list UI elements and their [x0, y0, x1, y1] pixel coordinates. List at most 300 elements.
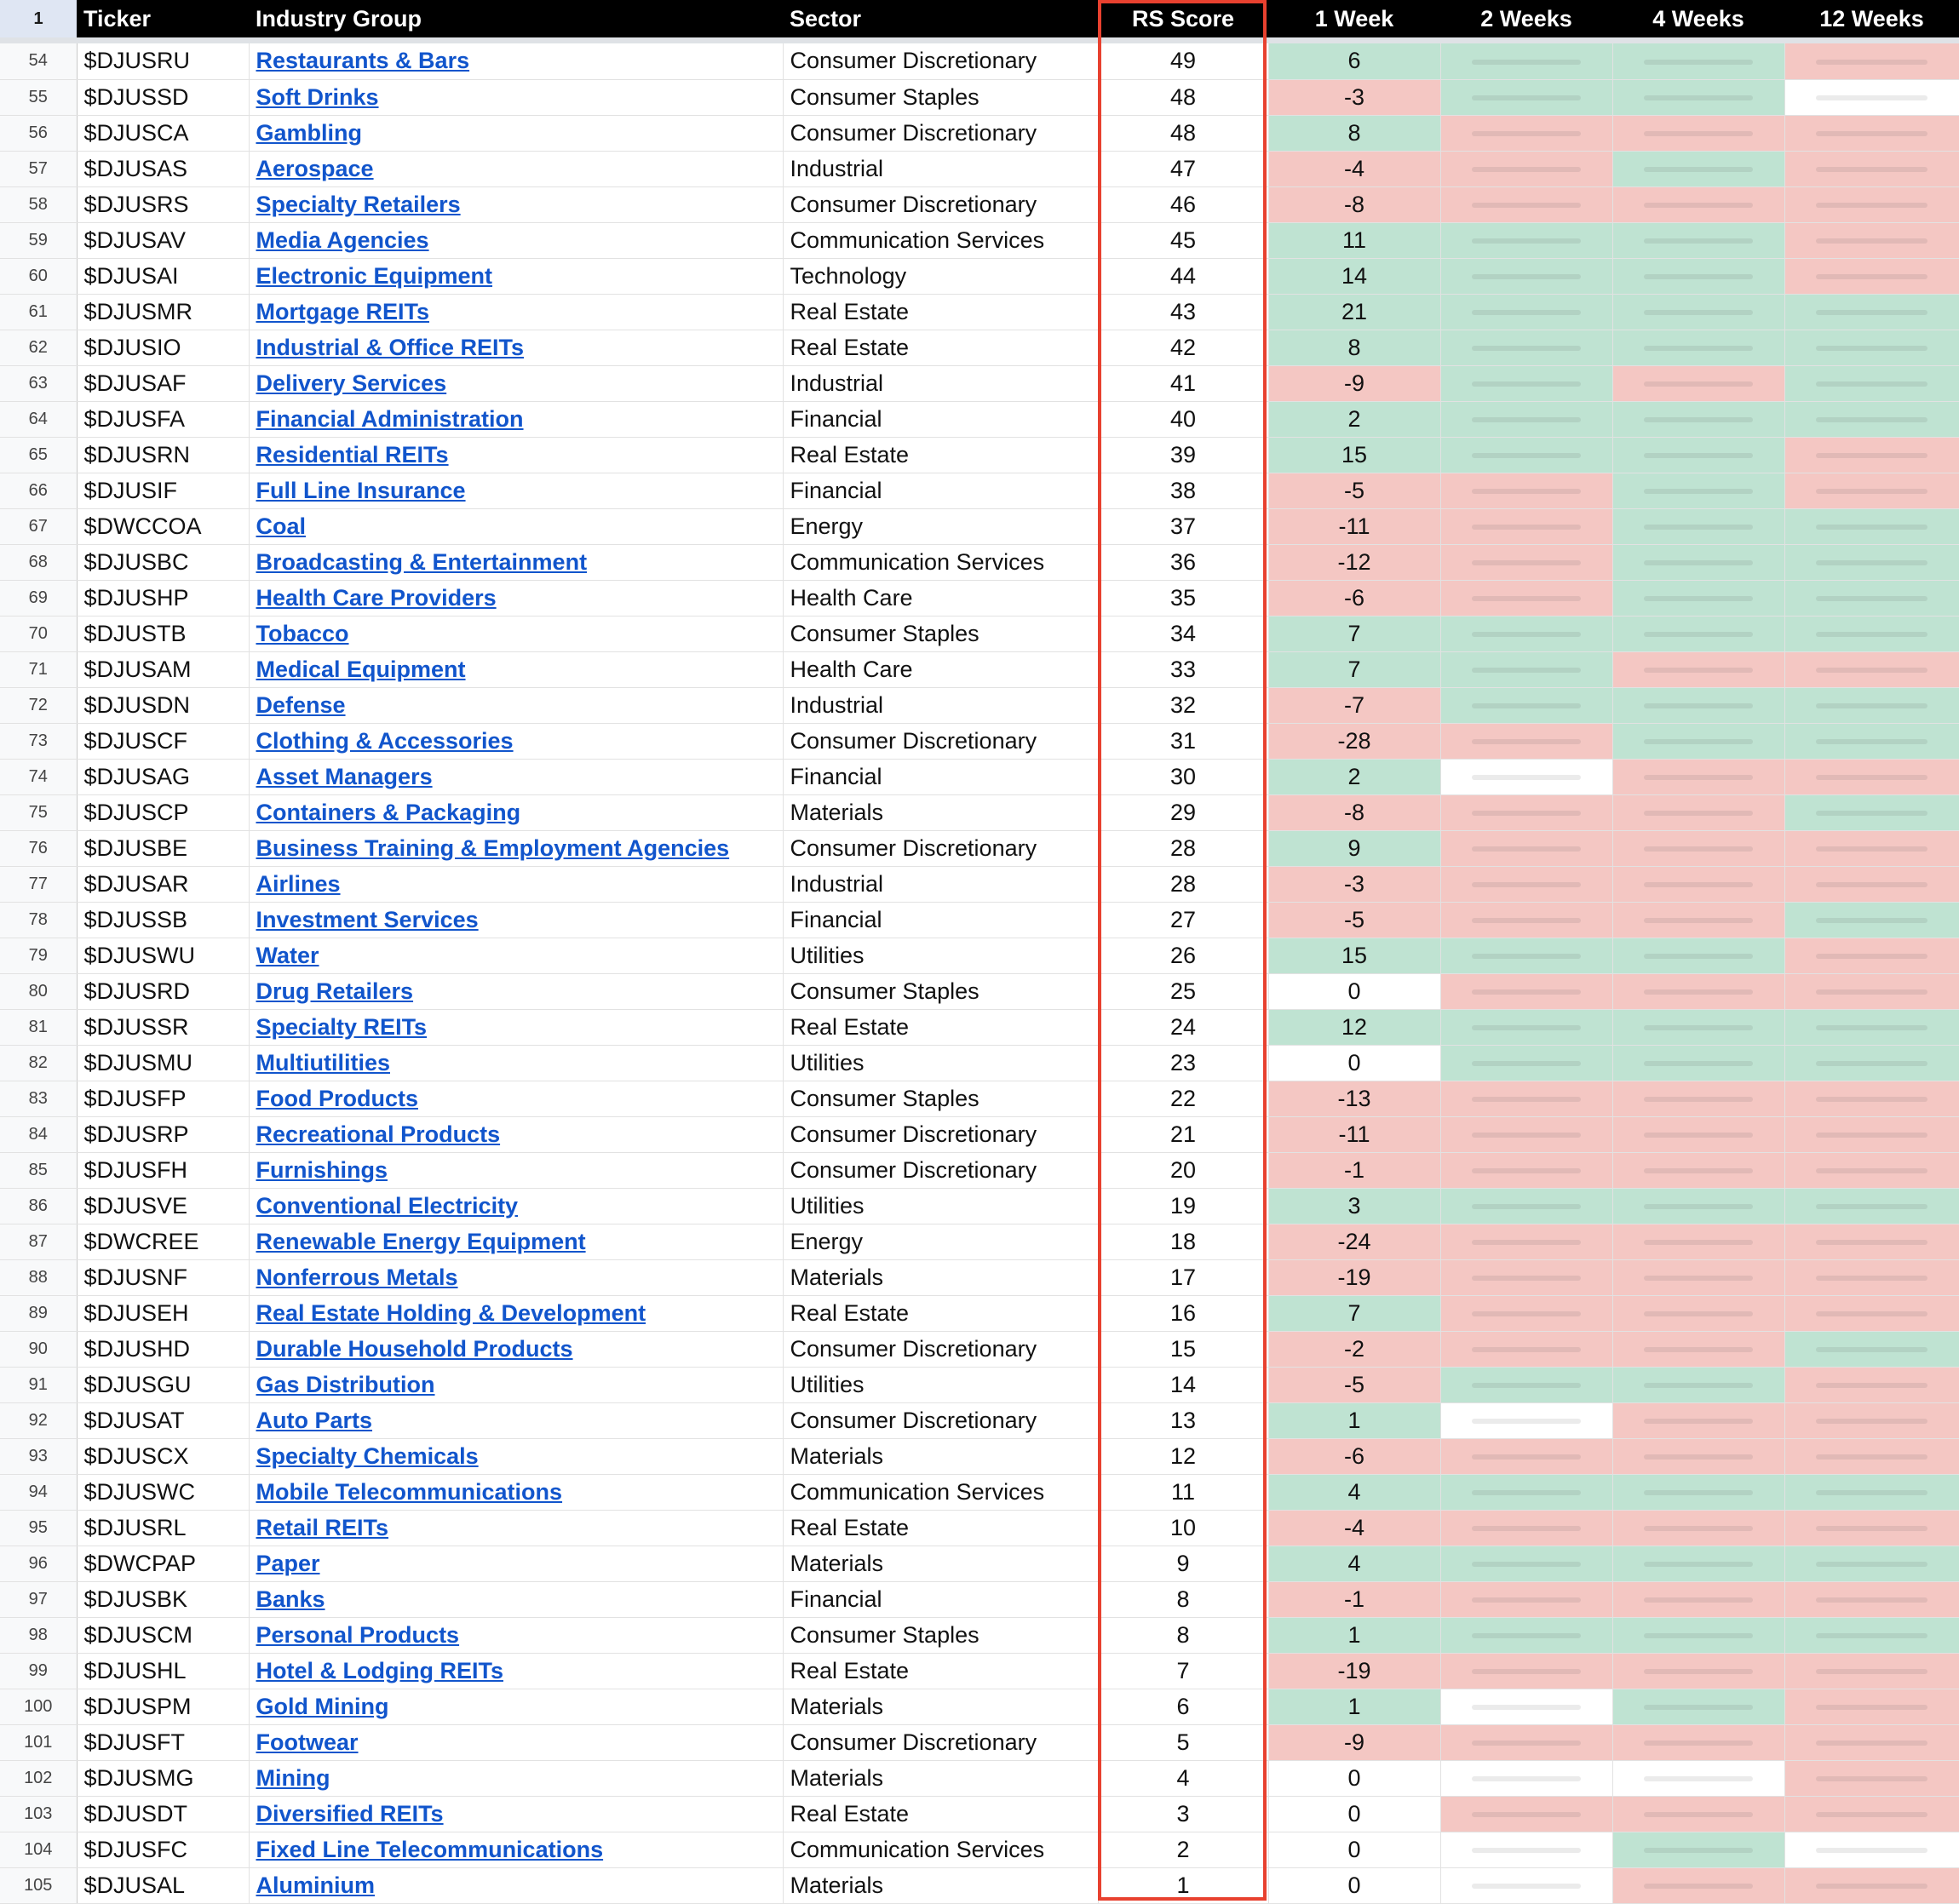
- industry-group-link[interactable]: Real Estate Holding & Development: [256, 1299, 646, 1326]
- sector-cell[interactable]: Communication Services: [783, 1474, 1098, 1510]
- week-4-change-cell[interactable]: [1612, 79, 1784, 115]
- ticker-cell[interactable]: $DJUSAL: [77, 1867, 249, 1903]
- week-1-change-cell[interactable]: 6: [1268, 43, 1440, 79]
- ticker-cell[interactable]: $DJUSIF: [77, 473, 249, 508]
- week-2-change-cell[interactable]: [1440, 294, 1612, 330]
- industry-group-link[interactable]: Residential REITs: [256, 441, 449, 467]
- ticker-cell[interactable]: $DJUSCP: [77, 794, 249, 830]
- industry-group-cell[interactable]: [249, 1295, 783, 1331]
- week-2-change-cell[interactable]: [1440, 1259, 1612, 1295]
- industry-group-link[interactable]: Airlines: [256, 870, 341, 897]
- sector-cell[interactable]: Financial: [783, 473, 1098, 508]
- rs-score-cell[interactable]: 29: [1098, 794, 1268, 830]
- week-12-change-cell[interactable]: [1784, 222, 1959, 258]
- week-4-change-cell[interactable]: [1612, 222, 1784, 258]
- row-number[interactable]: 103: [0, 1796, 77, 1832]
- rs-score-cell[interactable]: 21: [1098, 1116, 1268, 1152]
- ticker-cell[interactable]: $DJUSNF: [77, 1259, 249, 1295]
- week-2-change-cell[interactable]: [1440, 1724, 1612, 1760]
- week-2-change-cell[interactable]: [1440, 1188, 1612, 1224]
- industry-group-cell[interactable]: [249, 723, 783, 759]
- week-4-change-cell[interactable]: [1612, 902, 1784, 938]
- industry-group-cell[interactable]: [249, 866, 783, 902]
- week-2-change-cell[interactable]: [1440, 1689, 1612, 1724]
- week-1-change-cell[interactable]: -8: [1268, 794, 1440, 830]
- ticker-cell[interactable]: $DJUSHP: [77, 580, 249, 616]
- row-number[interactable]: 95: [0, 1510, 77, 1546]
- week-2-change-cell[interactable]: [1440, 1796, 1612, 1832]
- rs-score-cell[interactable]: 17: [1098, 1259, 1268, 1295]
- ticker-cell[interactable]: $DJUSBE: [77, 830, 249, 866]
- rs-score-cell[interactable]: 1: [1098, 1867, 1268, 1903]
- industry-group-cell[interactable]: [249, 616, 783, 651]
- week-12-change-cell[interactable]: [1784, 794, 1959, 830]
- week-4-change-cell[interactable]: [1612, 473, 1784, 508]
- row-number[interactable]: 89: [0, 1295, 77, 1331]
- week-2-change-cell[interactable]: [1440, 1045, 1612, 1081]
- row-number[interactable]: 68: [0, 544, 77, 580]
- industry-group-link[interactable]: Restaurants & Bars: [256, 48, 470, 74]
- week-1-change-cell[interactable]: -7: [1268, 687, 1440, 723]
- rs-score-cell[interactable]: 26: [1098, 938, 1268, 973]
- row-number[interactable]: 57: [0, 151, 77, 186]
- week-2-change-cell[interactable]: [1440, 1116, 1612, 1152]
- row-number[interactable]: 99: [0, 1653, 77, 1689]
- week-1-change-cell[interactable]: -3: [1268, 79, 1440, 115]
- week-2-change-cell[interactable]: [1440, 1474, 1612, 1510]
- industry-group-cell[interactable]: [249, 1188, 783, 1224]
- week-1-change-cell[interactable]: 7: [1268, 1295, 1440, 1331]
- week-2-change-cell[interactable]: [1440, 473, 1612, 508]
- industry-group-link[interactable]: Auto Parts: [256, 1407, 373, 1433]
- week-4-change-cell[interactable]: [1612, 1760, 1784, 1796]
- sector-cell[interactable]: Consumer Discretionary: [783, 115, 1098, 151]
- sector-cell[interactable]: Materials: [783, 794, 1098, 830]
- row-number[interactable]: 56: [0, 115, 77, 151]
- ticker-cell[interactable]: $DJUSRU: [77, 43, 249, 79]
- week-12-change-cell[interactable]: [1784, 544, 1959, 580]
- week-1-change-cell[interactable]: 8: [1268, 115, 1440, 151]
- sector-cell[interactable]: Real Estate: [783, 1009, 1098, 1045]
- week-12-change-cell[interactable]: [1784, 1081, 1959, 1116]
- week-2-change-cell[interactable]: [1440, 79, 1612, 115]
- week-1-change-cell[interactable]: -13: [1268, 1081, 1440, 1116]
- industry-group-link[interactable]: Renewable Energy Equipment: [256, 1228, 586, 1254]
- week-1-change-cell[interactable]: 0: [1268, 1796, 1440, 1832]
- week-2-change-cell[interactable]: [1440, 1402, 1612, 1438]
- industry-group-cell[interactable]: [249, 258, 783, 294]
- week-12-change-cell[interactable]: [1784, 580, 1959, 616]
- week-4-change-cell[interactable]: [1612, 1438, 1784, 1474]
- rs-score-cell[interactable]: 14: [1098, 1367, 1268, 1402]
- industry-group-cell[interactable]: [249, 79, 783, 115]
- industry-group-link[interactable]: Drug Retailers: [256, 978, 414, 1004]
- rs-score-cell[interactable]: 43: [1098, 294, 1268, 330]
- rs-score-cell[interactable]: 39: [1098, 437, 1268, 473]
- week-2-change-cell[interactable]: [1440, 222, 1612, 258]
- week-2-change-cell[interactable]: [1440, 1760, 1612, 1796]
- sector-cell[interactable]: Real Estate: [783, 437, 1098, 473]
- week-12-change-cell[interactable]: [1784, 1009, 1959, 1045]
- row-number[interactable]: 77: [0, 866, 77, 902]
- week-1-change-cell[interactable]: 1: [1268, 1689, 1440, 1724]
- industry-group-cell[interactable]: [249, 687, 783, 723]
- week-4-change-cell[interactable]: [1612, 1474, 1784, 1510]
- sector-cell[interactable]: Financial: [783, 401, 1098, 437]
- sector-cell[interactable]: Utilities: [783, 1188, 1098, 1224]
- industry-group-link[interactable]: Broadcasting & Entertainment: [256, 548, 588, 575]
- column-header-12-weeks[interactable]: 12 Weeks: [1784, 0, 1959, 37]
- week-12-change-cell[interactable]: [1784, 1188, 1959, 1224]
- row-number[interactable]: 85: [0, 1152, 77, 1188]
- column-header-rs-score[interactable]: RS Score: [1098, 0, 1268, 37]
- row-number[interactable]: 84: [0, 1116, 77, 1152]
- industry-group-link[interactable]: Paper: [256, 1550, 320, 1576]
- column-header-ticker[interactable]: Ticker: [77, 0, 249, 37]
- week-4-change-cell[interactable]: [1612, 508, 1784, 544]
- row-number[interactable]: 72: [0, 687, 77, 723]
- week-1-change-cell[interactable]: 21: [1268, 294, 1440, 330]
- week-4-change-cell[interactable]: [1612, 1224, 1784, 1259]
- industry-group-cell[interactable]: [249, 1867, 783, 1903]
- column-header-industry-group[interactable]: Industry Group: [249, 0, 783, 37]
- industry-group-cell[interactable]: [249, 1546, 783, 1581]
- industry-group-cell[interactable]: [249, 151, 783, 186]
- week-12-change-cell[interactable]: [1784, 1045, 1959, 1081]
- industry-group-link[interactable]: Delivery Services: [256, 370, 447, 396]
- week-4-change-cell[interactable]: [1612, 580, 1784, 616]
- sector-cell[interactable]: Real Estate: [783, 330, 1098, 365]
- sector-cell[interactable]: Communication Services: [783, 544, 1098, 580]
- ticker-cell[interactable]: $DJUSHD: [77, 1331, 249, 1367]
- row-number[interactable]: 82: [0, 1045, 77, 1081]
- industry-group-cell[interactable]: [249, 1474, 783, 1510]
- ticker-cell[interactable]: $DJUSBK: [77, 1581, 249, 1617]
- industry-group-link[interactable]: Full Line Insurance: [256, 477, 466, 503]
- week-12-change-cell[interactable]: [1784, 866, 1959, 902]
- sector-cell[interactable]: Consumer Discretionary: [783, 1152, 1098, 1188]
- row-number[interactable]: 96: [0, 1546, 77, 1581]
- industry-group-cell[interactable]: [249, 1116, 783, 1152]
- rs-score-cell[interactable]: 28: [1098, 830, 1268, 866]
- sector-cell[interactable]: Consumer Discretionary: [783, 830, 1098, 866]
- week-1-change-cell[interactable]: 14: [1268, 258, 1440, 294]
- ticker-cell[interactable]: $DJUSRD: [77, 973, 249, 1009]
- week-12-change-cell[interactable]: [1784, 1224, 1959, 1259]
- sector-cell[interactable]: Materials: [783, 1760, 1098, 1796]
- row-number[interactable]: 76: [0, 830, 77, 866]
- week-1-change-cell[interactable]: -1: [1268, 1152, 1440, 1188]
- week-4-change-cell[interactable]: [1612, 687, 1784, 723]
- ticker-cell[interactable]: $DJUSSD: [77, 79, 249, 115]
- week-2-change-cell[interactable]: [1440, 115, 1612, 151]
- ticker-cell[interactable]: $DJUSAV: [77, 222, 249, 258]
- row-number[interactable]: 86: [0, 1188, 77, 1224]
- week-2-change-cell[interactable]: [1440, 1367, 1612, 1402]
- rs-score-cell[interactable]: 41: [1098, 365, 1268, 401]
- industry-group-cell[interactable]: [249, 1760, 783, 1796]
- sector-cell[interactable]: Consumer Staples: [783, 616, 1098, 651]
- week-12-change-cell[interactable]: [1784, 1510, 1959, 1546]
- week-12-change-cell[interactable]: [1784, 973, 1959, 1009]
- ticker-cell[interactable]: $DJUSMU: [77, 1045, 249, 1081]
- sector-cell[interactable]: Consumer Discretionary: [783, 43, 1098, 79]
- week-12-change-cell[interactable]: [1784, 1259, 1959, 1295]
- week-12-change-cell[interactable]: [1784, 902, 1959, 938]
- rs-score-cell[interactable]: 7: [1098, 1653, 1268, 1689]
- industry-group-link[interactable]: Personal Products: [256, 1621, 460, 1648]
- ticker-cell[interactable]: $DJUSHL: [77, 1653, 249, 1689]
- row-number[interactable]: 60: [0, 258, 77, 294]
- week-12-change-cell[interactable]: [1784, 1152, 1959, 1188]
- ticker-cell[interactable]: $DJUSMR: [77, 294, 249, 330]
- week-12-change-cell[interactable]: [1784, 1796, 1959, 1832]
- ticker-cell[interactable]: $DJUSFH: [77, 1152, 249, 1188]
- industry-group-link[interactable]: Multiutilities: [256, 1049, 390, 1075]
- rs-score-cell[interactable]: 33: [1098, 651, 1268, 687]
- industry-group-cell[interactable]: [249, 1009, 783, 1045]
- week-2-change-cell[interactable]: [1440, 1331, 1612, 1367]
- industry-group-cell[interactable]: [249, 294, 783, 330]
- week-1-change-cell[interactable]: 12: [1268, 1009, 1440, 1045]
- week-12-change-cell[interactable]: [1784, 186, 1959, 222]
- row-number[interactable]: 75: [0, 794, 77, 830]
- industry-group-link[interactable]: Electronic Equipment: [256, 262, 493, 289]
- ticker-cell[interactable]: $DJUSAG: [77, 759, 249, 794]
- week-1-change-cell[interactable]: 1: [1268, 1617, 1440, 1653]
- industry-group-link[interactable]: Food Products: [256, 1085, 418, 1111]
- row-number[interactable]: 94: [0, 1474, 77, 1510]
- industry-group-cell[interactable]: [249, 401, 783, 437]
- rs-score-cell[interactable]: 15: [1098, 1331, 1268, 1367]
- week-2-change-cell[interactable]: [1440, 544, 1612, 580]
- week-1-change-cell[interactable]: -12: [1268, 544, 1440, 580]
- week-2-change-cell[interactable]: [1440, 1546, 1612, 1581]
- week-12-change-cell[interactable]: [1784, 365, 1959, 401]
- industry-group-link[interactable]: Banks: [256, 1586, 325, 1612]
- industry-group-cell[interactable]: [249, 1581, 783, 1617]
- industry-group-link[interactable]: Durable Household Products: [256, 1335, 573, 1362]
- week-4-change-cell[interactable]: [1612, 794, 1784, 830]
- ticker-cell[interactable]: $DJUSTB: [77, 616, 249, 651]
- row-number[interactable]: 105: [0, 1867, 77, 1903]
- row-number[interactable]: 92: [0, 1402, 77, 1438]
- week-4-change-cell[interactable]: [1612, 1832, 1784, 1867]
- ticker-cell[interactable]: $DJUSCA: [77, 115, 249, 151]
- sector-cell[interactable]: Consumer Staples: [783, 1081, 1098, 1116]
- week-4-change-cell[interactable]: [1612, 115, 1784, 151]
- week-12-change-cell[interactable]: [1784, 115, 1959, 151]
- row-number[interactable]: 59: [0, 222, 77, 258]
- industry-group-link[interactable]: Specialty Retailers: [256, 191, 461, 217]
- industry-group-cell[interactable]: [249, 222, 783, 258]
- ticker-cell[interactable]: $DJUSVE: [77, 1188, 249, 1224]
- sector-cell[interactable]: Real Estate: [783, 1295, 1098, 1331]
- row-number[interactable]: 80: [0, 973, 77, 1009]
- week-4-change-cell[interactable]: [1612, 973, 1784, 1009]
- week-12-change-cell[interactable]: [1784, 1546, 1959, 1581]
- ticker-cell[interactable]: $DJUSDN: [77, 687, 249, 723]
- week-12-change-cell[interactable]: [1784, 1295, 1959, 1331]
- week-4-change-cell[interactable]: [1612, 866, 1784, 902]
- sector-cell[interactable]: Materials: [783, 1867, 1098, 1903]
- row-number[interactable]: 81: [0, 1009, 77, 1045]
- rs-score-cell[interactable]: 13: [1098, 1402, 1268, 1438]
- rs-score-cell[interactable]: 24: [1098, 1009, 1268, 1045]
- ticker-cell[interactable]: $DJUSAT: [77, 1402, 249, 1438]
- week-12-change-cell[interactable]: [1784, 1331, 1959, 1367]
- week-12-change-cell[interactable]: [1784, 651, 1959, 687]
- industry-group-link[interactable]: Mortgage REITs: [256, 298, 430, 324]
- industry-group-cell[interactable]: [249, 330, 783, 365]
- industry-group-cell[interactable]: [249, 473, 783, 508]
- rs-score-cell[interactable]: 46: [1098, 186, 1268, 222]
- week-4-change-cell[interactable]: [1612, 759, 1784, 794]
- row-number[interactable]: 62: [0, 330, 77, 365]
- week-1-change-cell[interactable]: 2: [1268, 401, 1440, 437]
- rs-score-cell[interactable]: 34: [1098, 616, 1268, 651]
- week-2-change-cell[interactable]: [1440, 1581, 1612, 1617]
- ticker-cell[interactable]: $DJUSCF: [77, 723, 249, 759]
- industry-group-cell[interactable]: [249, 973, 783, 1009]
- ticker-cell[interactable]: $DWCPAP: [77, 1546, 249, 1581]
- industry-group-cell[interactable]: [249, 651, 783, 687]
- industry-group-cell[interactable]: [249, 1689, 783, 1724]
- industry-group-cell[interactable]: [249, 1081, 783, 1116]
- week-1-change-cell[interactable]: -9: [1268, 1724, 1440, 1760]
- rs-score-cell[interactable]: 11: [1098, 1474, 1268, 1510]
- row-number[interactable]: 93: [0, 1438, 77, 1474]
- row-number[interactable]: 70: [0, 616, 77, 651]
- row-number[interactable]: 65: [0, 437, 77, 473]
- week-4-change-cell[interactable]: [1612, 1045, 1784, 1081]
- ticker-cell[interactable]: $DJUSAF: [77, 365, 249, 401]
- week-4-change-cell[interactable]: [1612, 1152, 1784, 1188]
- week-2-change-cell[interactable]: [1440, 723, 1612, 759]
- rs-score-cell[interactable]: 30: [1098, 759, 1268, 794]
- ticker-cell[interactable]: $DJUSCM: [77, 1617, 249, 1653]
- week-12-change-cell[interactable]: [1784, 1367, 1959, 1402]
- week-2-change-cell[interactable]: [1440, 1295, 1612, 1331]
- week-1-change-cell[interactable]: 0: [1268, 1760, 1440, 1796]
- rs-score-cell[interactable]: 10: [1098, 1510, 1268, 1546]
- week-2-change-cell[interactable]: [1440, 759, 1612, 794]
- rs-score-cell[interactable]: 2: [1098, 1832, 1268, 1867]
- ticker-cell[interactable]: $DJUSAI: [77, 258, 249, 294]
- week-4-change-cell[interactable]: [1612, 1402, 1784, 1438]
- industry-group-link[interactable]: Asset Managers: [256, 763, 433, 789]
- week-2-change-cell[interactable]: [1440, 1081, 1612, 1116]
- week-4-change-cell[interactable]: [1612, 365, 1784, 401]
- industry-group-cell[interactable]: [249, 1653, 783, 1689]
- week-4-change-cell[interactable]: [1612, 186, 1784, 222]
- sector-cell[interactable]: Communication Services: [783, 222, 1098, 258]
- week-4-change-cell[interactable]: [1612, 1796, 1784, 1832]
- week-2-change-cell[interactable]: [1440, 1438, 1612, 1474]
- row-number[interactable]: 69: [0, 580, 77, 616]
- week-1-change-cell[interactable]: -19: [1268, 1653, 1440, 1689]
- ticker-cell[interactable]: $DJUSCX: [77, 1438, 249, 1474]
- week-4-change-cell[interactable]: [1612, 151, 1784, 186]
- week-12-change-cell[interactable]: [1784, 1832, 1959, 1867]
- week-4-change-cell[interactable]: [1612, 723, 1784, 759]
- row-number[interactable]: 104: [0, 1832, 77, 1867]
- week-1-change-cell[interactable]: -4: [1268, 1510, 1440, 1546]
- row-number-header[interactable]: 1: [0, 0, 77, 37]
- ticker-cell[interactable]: $DWCREE: [77, 1224, 249, 1259]
- industry-group-link[interactable]: Industrial & Office REITs: [256, 334, 525, 360]
- sector-cell[interactable]: Consumer Staples: [783, 1617, 1098, 1653]
- sector-cell[interactable]: Financial: [783, 759, 1098, 794]
- rs-score-cell[interactable]: 32: [1098, 687, 1268, 723]
- week-2-change-cell[interactable]: [1440, 437, 1612, 473]
- industry-group-cell[interactable]: [249, 759, 783, 794]
- ticker-cell[interactable]: $DJUSRN: [77, 437, 249, 473]
- industry-group-cell[interactable]: [249, 1331, 783, 1367]
- industry-group-link[interactable]: Mining: [256, 1764, 330, 1791]
- week-4-change-cell[interactable]: [1612, 1331, 1784, 1367]
- industry-group-cell[interactable]: [249, 830, 783, 866]
- ticker-cell[interactable]: $DJUSFP: [77, 1081, 249, 1116]
- week-4-change-cell[interactable]: [1612, 616, 1784, 651]
- rs-score-cell[interactable]: 36: [1098, 544, 1268, 580]
- week-2-change-cell[interactable]: [1440, 258, 1612, 294]
- week-12-change-cell[interactable]: [1784, 1474, 1959, 1510]
- ticker-cell[interactable]: $DWCCOA: [77, 508, 249, 544]
- week-2-change-cell[interactable]: [1440, 1152, 1612, 1188]
- week-4-change-cell[interactable]: [1612, 401, 1784, 437]
- week-1-change-cell[interactable]: -6: [1268, 1438, 1440, 1474]
- industry-group-link[interactable]: Investment Services: [256, 906, 479, 932]
- rs-score-cell[interactable]: 20: [1098, 1152, 1268, 1188]
- week-4-change-cell[interactable]: [1612, 1510, 1784, 1546]
- rs-score-cell[interactable]: 27: [1098, 902, 1268, 938]
- industry-group-link[interactable]: Business Training & Employment Agencies: [256, 834, 730, 861]
- industry-group-cell[interactable]: [249, 1259, 783, 1295]
- sector-cell[interactable]: Utilities: [783, 938, 1098, 973]
- week-1-change-cell[interactable]: -9: [1268, 365, 1440, 401]
- row-number[interactable]: 83: [0, 1081, 77, 1116]
- week-12-change-cell[interactable]: [1784, 43, 1959, 79]
- week-4-change-cell[interactable]: [1612, 1689, 1784, 1724]
- week-4-change-cell[interactable]: [1612, 1367, 1784, 1402]
- week-2-change-cell[interactable]: [1440, 973, 1612, 1009]
- week-1-change-cell[interactable]: 0: [1268, 973, 1440, 1009]
- week-2-change-cell[interactable]: [1440, 1832, 1612, 1867]
- week-12-change-cell[interactable]: [1784, 330, 1959, 365]
- week-2-change-cell[interactable]: [1440, 1617, 1612, 1653]
- week-2-change-cell[interactable]: [1440, 365, 1612, 401]
- week-2-change-cell[interactable]: [1440, 1224, 1612, 1259]
- week-1-change-cell[interactable]: 9: [1268, 830, 1440, 866]
- industry-group-cell[interactable]: [249, 115, 783, 151]
- rs-score-cell[interactable]: 16: [1098, 1295, 1268, 1331]
- week-12-change-cell[interactable]: [1784, 258, 1959, 294]
- industry-group-cell[interactable]: [249, 365, 783, 401]
- week-12-change-cell[interactable]: [1784, 294, 1959, 330]
- week-1-change-cell[interactable]: -11: [1268, 508, 1440, 544]
- column-header-2-weeks[interactable]: 2 Weeks: [1440, 0, 1612, 37]
- industry-group-link[interactable]: Gambling: [256, 119, 363, 146]
- ticker-cell[interactable]: $DJUSFA: [77, 401, 249, 437]
- column-header-4-weeks[interactable]: 4 Weeks: [1612, 0, 1784, 37]
- week-4-change-cell[interactable]: [1612, 437, 1784, 473]
- industry-group-cell[interactable]: [249, 1438, 783, 1474]
- sector-cell[interactable]: Utilities: [783, 1045, 1098, 1081]
- sector-cell[interactable]: Consumer Discretionary: [783, 1402, 1098, 1438]
- sector-cell[interactable]: Consumer Staples: [783, 973, 1098, 1009]
- week-12-change-cell[interactable]: [1784, 473, 1959, 508]
